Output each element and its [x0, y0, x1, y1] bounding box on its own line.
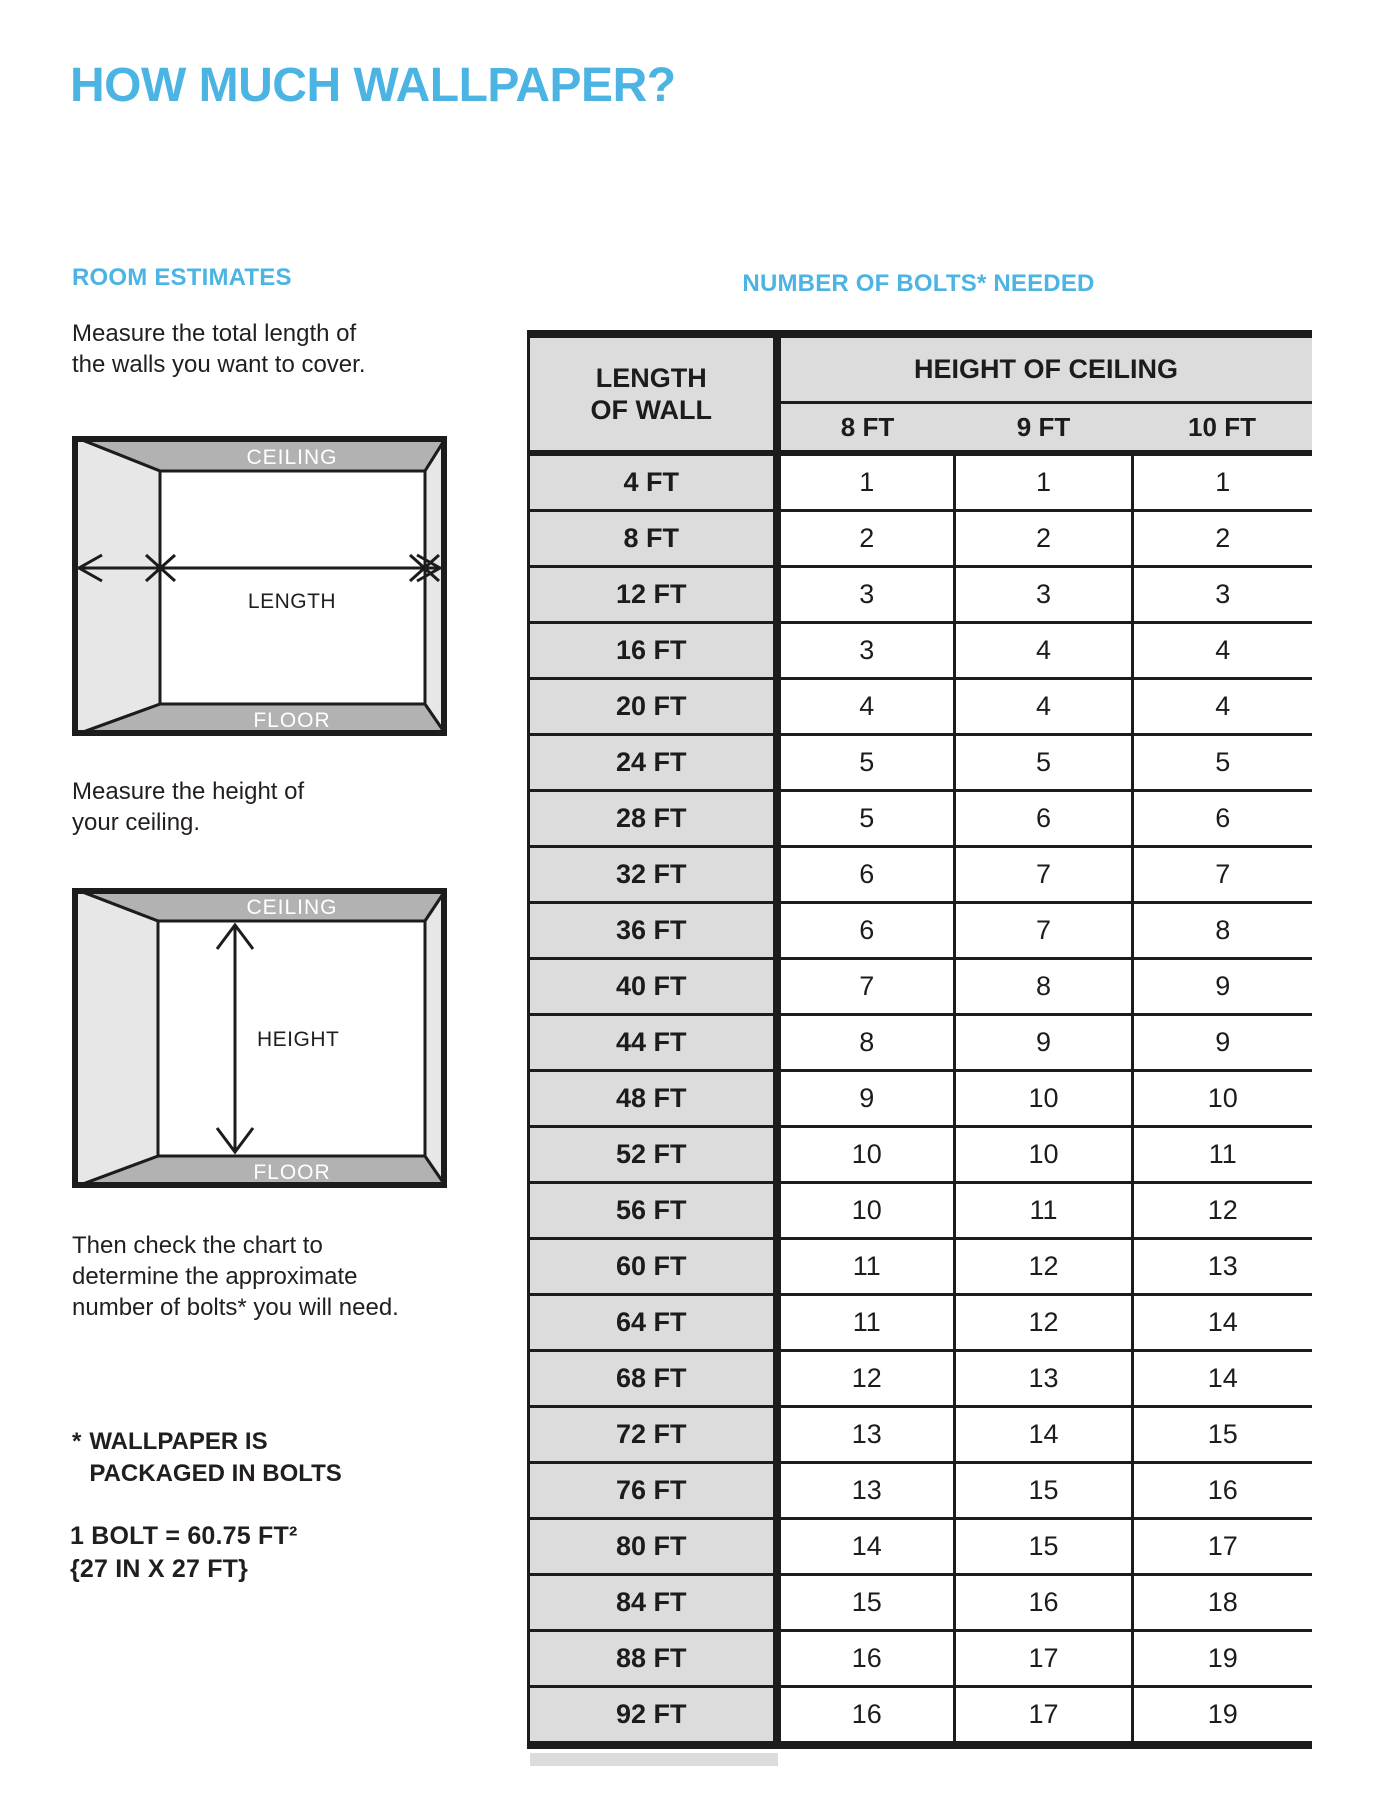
bolt-count-cell: 1	[1133, 453, 1312, 511]
row-header-wall-length: 16 FT	[529, 623, 777, 679]
bolts-table-body	[529, 453, 1312, 1745]
bolts-needed-table	[527, 330, 1312, 1749]
bolt-count-cell: 7	[955, 903, 1133, 959]
bolt-count-cell: 15	[777, 1575, 955, 1631]
step1-line1: Measure the total length of	[72, 320, 357, 347]
room-length-diagram	[72, 436, 447, 736]
group-header-height-of-ceiling: HEIGHT OF CEILING	[777, 334, 1312, 403]
table-row	[529, 1127, 1312, 1183]
row-header-wall-length: 84 FT	[529, 1575, 777, 1631]
row-header-wall-length: 68 FT	[529, 1351, 777, 1407]
bolt-count-cell: 12	[777, 1351, 955, 1407]
table-row	[529, 1631, 1312, 1687]
row-header-column-overhang	[530, 1753, 778, 1766]
length-label: LENGTH	[247, 590, 337, 613]
bolts-table-caption: NUMBER OF BOLTS* NEEDED	[742, 270, 1095, 297]
table-row	[529, 1407, 1312, 1463]
room-estimates-heading: ROOM ESTIMATES	[72, 264, 292, 291]
footnote-text	[89, 1426, 341, 1490]
bolt-dimensions: {27 IN X 27 FT}	[70, 1555, 249, 1583]
table-row	[529, 1519, 1312, 1575]
row-header-wall-length: 12 FT	[529, 567, 777, 623]
bolt-count-cell: 16	[777, 1631, 955, 1687]
bolt-count-cell: 11	[777, 1239, 955, 1295]
table-row	[529, 791, 1312, 847]
bolt-count-cell: 3	[777, 623, 955, 679]
table-row	[529, 1295, 1312, 1351]
bolt-count-cell: 18	[1133, 1575, 1312, 1631]
bolt-count-cell: 9	[1133, 1015, 1312, 1071]
table-row	[529, 1687, 1312, 1746]
table-row	[529, 847, 1312, 903]
bolt-count-cell: 19	[1133, 1687, 1312, 1746]
bolt-equation: 1 BOLT = 60.75 FT²	[70, 1522, 298, 1550]
bolt-count-cell: 7	[777, 959, 955, 1015]
row-header-wall-length: 92 FT	[529, 1687, 777, 1746]
row-header-wall-length: 24 FT	[529, 735, 777, 791]
bolt-count-cell: 11	[1133, 1127, 1312, 1183]
bolt-count-cell: 8	[777, 1015, 955, 1071]
table-row	[529, 735, 1312, 791]
step1-instruction	[72, 318, 365, 380]
bolts-footnote	[72, 1426, 342, 1490]
bolt-count-cell: 14	[1133, 1295, 1312, 1351]
bolt-count-cell: 6	[777, 903, 955, 959]
row-header-wall-length: 72 FT	[529, 1407, 777, 1463]
bolt-count-cell: 15	[1133, 1407, 1312, 1463]
table-head	[529, 334, 1312, 453]
group-header-row	[529, 334, 1312, 403]
row-header-wall-length: 52 FT	[529, 1127, 777, 1183]
step3-line1: Then check the chart to	[72, 1232, 323, 1259]
bolt-count-cell: 2	[777, 511, 955, 567]
bolt-count-cell: 4	[1133, 623, 1312, 679]
row-header-wall-length: 44 FT	[529, 1015, 777, 1071]
column-header-10ft: 10 FT	[1133, 403, 1312, 454]
bolt-count-cell: 16	[1133, 1463, 1312, 1519]
corner-header-line2: OF WALL	[590, 395, 712, 425]
bolt-count-cell: 5	[955, 735, 1133, 791]
left-wall-shape	[72, 888, 158, 1188]
bolt-count-cell: 14	[955, 1407, 1133, 1463]
row-header-wall-length: 4 FT	[529, 453, 777, 511]
table-row	[529, 1015, 1312, 1071]
bolt-count-cell: 17	[955, 1687, 1133, 1746]
bolt-count-cell: 6	[955, 791, 1133, 847]
bolt-count-cell: 13	[777, 1407, 955, 1463]
table-row	[529, 453, 1312, 511]
bolt-count-cell: 10	[777, 1183, 955, 1239]
bolt-count-cell: 9	[1133, 959, 1312, 1015]
step1-line2: the walls you want to cover.	[72, 351, 366, 378]
step2-line1: Measure the height of	[72, 778, 305, 805]
bolt-count-cell: 7	[1133, 847, 1312, 903]
step3-line3: number of bolts* you will need.	[72, 1294, 399, 1321]
bolt-count-cell: 12	[1133, 1183, 1312, 1239]
bolt-count-cell: 13	[1133, 1239, 1312, 1295]
bolt-count-cell: 8	[955, 959, 1133, 1015]
page-title: HOW MUCH WALLPAPER?	[70, 59, 676, 112]
bolt-count-cell: 6	[777, 847, 955, 903]
row-header-wall-length: 88 FT	[529, 1631, 777, 1687]
step2-instruction	[72, 776, 304, 838]
row-header-wall-length: 76 FT	[529, 1463, 777, 1519]
step3-line2: determine the approximate	[72, 1263, 358, 1290]
back-wall-shape	[160, 471, 425, 704]
bolt-count-cell: 17	[955, 1631, 1133, 1687]
table-row	[529, 1239, 1312, 1295]
bolt-count-cell: 6	[1133, 791, 1312, 847]
table-row	[529, 903, 1312, 959]
column-header-8ft: 8 FT	[777, 403, 955, 454]
bolt-count-cell: 15	[955, 1463, 1133, 1519]
row-header-wall-length: 64 FT	[529, 1295, 777, 1351]
bolt-count-cell: 4	[955, 679, 1133, 735]
bolt-count-cell: 10	[955, 1127, 1133, 1183]
bolt-count-cell: 8	[1133, 903, 1312, 959]
bolt-count-cell: 2	[1133, 511, 1312, 567]
ceiling-label: CEILING	[246, 896, 338, 919]
bolt-count-cell: 17	[1133, 1519, 1312, 1575]
bolt-count-cell: 2	[955, 511, 1133, 567]
bolt-count-cell: 9	[777, 1071, 955, 1127]
bolt-count-cell: 14	[1133, 1351, 1312, 1407]
bolt-count-cell: 11	[955, 1183, 1133, 1239]
bolt-count-cell: 5	[1133, 735, 1312, 791]
bolt-count-cell: 13	[777, 1463, 955, 1519]
bolt-count-cell: 12	[955, 1295, 1133, 1351]
table-row	[529, 1463, 1312, 1519]
column-header-9ft: 9 FT	[955, 403, 1133, 454]
room-height-diagram	[72, 888, 447, 1188]
footnote-line2: PACKAGED IN BOLTS	[89, 1460, 342, 1487]
height-label: HEIGHT	[257, 1028, 340, 1051]
bolt-count-cell: 10	[777, 1127, 955, 1183]
corner-header-length-of-wall	[529, 334, 777, 453]
floor-label: FLOOR	[253, 1161, 331, 1184]
corner-header-line1: LENGTH	[595, 363, 707, 393]
bolt-count-cell: 16	[955, 1575, 1133, 1631]
table-row	[529, 567, 1312, 623]
row-header-wall-length: 20 FT	[529, 679, 777, 735]
bolt-count-cell: 4	[1133, 679, 1312, 735]
table-row	[529, 1183, 1312, 1239]
row-header-wall-length: 60 FT	[529, 1239, 777, 1295]
bolt-count-cell: 4	[955, 623, 1133, 679]
bolt-count-cell: 7	[955, 847, 1133, 903]
footnote-line1: WALLPAPER IS	[89, 1428, 268, 1455]
row-header-wall-length: 8 FT	[529, 511, 777, 567]
floor-label: FLOOR	[253, 709, 331, 732]
bolt-count-cell: 15	[955, 1519, 1133, 1575]
row-header-wall-length: 40 FT	[529, 959, 777, 1015]
bolt-count-cell: 10	[955, 1071, 1133, 1127]
bolt-size-info	[70, 1520, 298, 1586]
bolt-count-cell: 10	[1133, 1071, 1312, 1127]
bolt-count-cell: 4	[777, 679, 955, 735]
row-header-wall-length: 28 FT	[529, 791, 777, 847]
row-header-wall-length: 32 FT	[529, 847, 777, 903]
table-row	[529, 1575, 1312, 1631]
step3-instruction	[72, 1230, 399, 1323]
bolt-count-cell: 3	[777, 567, 955, 623]
bolt-count-cell: 19	[1133, 1631, 1312, 1687]
bolt-count-cell: 5	[777, 791, 955, 847]
bolt-count-cell: 1	[777, 453, 955, 511]
bolt-count-cell: 12	[955, 1239, 1133, 1295]
bolt-count-cell: 1	[955, 453, 1133, 511]
bolt-count-cell: 11	[777, 1295, 955, 1351]
table-row	[529, 623, 1312, 679]
row-header-wall-length: 56 FT	[529, 1183, 777, 1239]
bolt-count-cell: 14	[777, 1519, 955, 1575]
table-row	[529, 1351, 1312, 1407]
table-row	[529, 959, 1312, 1015]
asterisk-marker: *	[72, 1428, 82, 1455]
bolt-count-cell: 5	[777, 735, 955, 791]
row-header-wall-length: 80 FT	[529, 1519, 777, 1575]
bolt-count-cell: 9	[955, 1015, 1133, 1071]
bolt-count-cell: 3	[955, 567, 1133, 623]
bolt-count-cell: 16	[777, 1687, 955, 1746]
row-header-wall-length: 48 FT	[529, 1071, 777, 1127]
row-header-wall-length: 36 FT	[529, 903, 777, 959]
bolt-count-cell: 3	[1133, 567, 1312, 623]
table-row	[529, 1071, 1312, 1127]
bolt-count-cell: 13	[955, 1351, 1133, 1407]
left-wall-shape	[72, 436, 160, 736]
table-row	[529, 679, 1312, 735]
step2-line2: your ceiling.	[72, 809, 201, 836]
ceiling-label: CEILING	[246, 446, 338, 469]
table-row	[529, 511, 1312, 567]
